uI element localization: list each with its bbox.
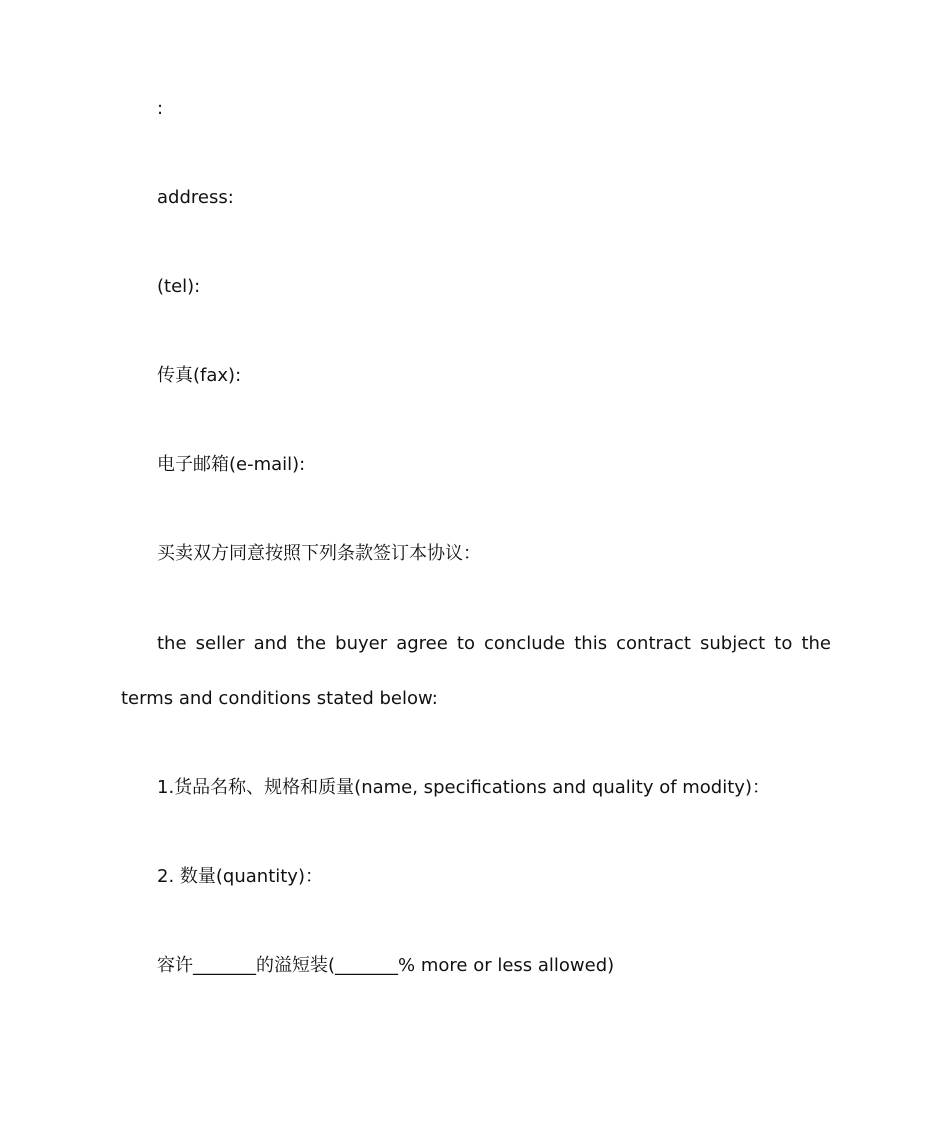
email-line: 电子邮箱(e-mail): xyxy=(157,454,306,475)
tolerance-line: 容许_______的溢短装(_______% more or less allowed) xyxy=(157,955,615,976)
tel-line: (tel): xyxy=(157,276,201,297)
agreement-statement-cn: 买卖双方同意按照下列条款签订本协议： xyxy=(157,543,481,564)
agreement-statement-en: the seller and the buyer agree to conclude this contract subject to the terms and conditions stated below: xyxy=(121,633,831,709)
address-line: address: xyxy=(157,187,234,208)
clause-1-goods: 1.货品名称、规格和质量(name, specifications and quality of modity)： xyxy=(157,777,770,798)
clause-2-quantity: 2. 数量(quantity)： xyxy=(157,866,323,887)
fax-line: 传真(fax): xyxy=(157,365,242,386)
party-name-line: : xyxy=(157,98,164,119)
